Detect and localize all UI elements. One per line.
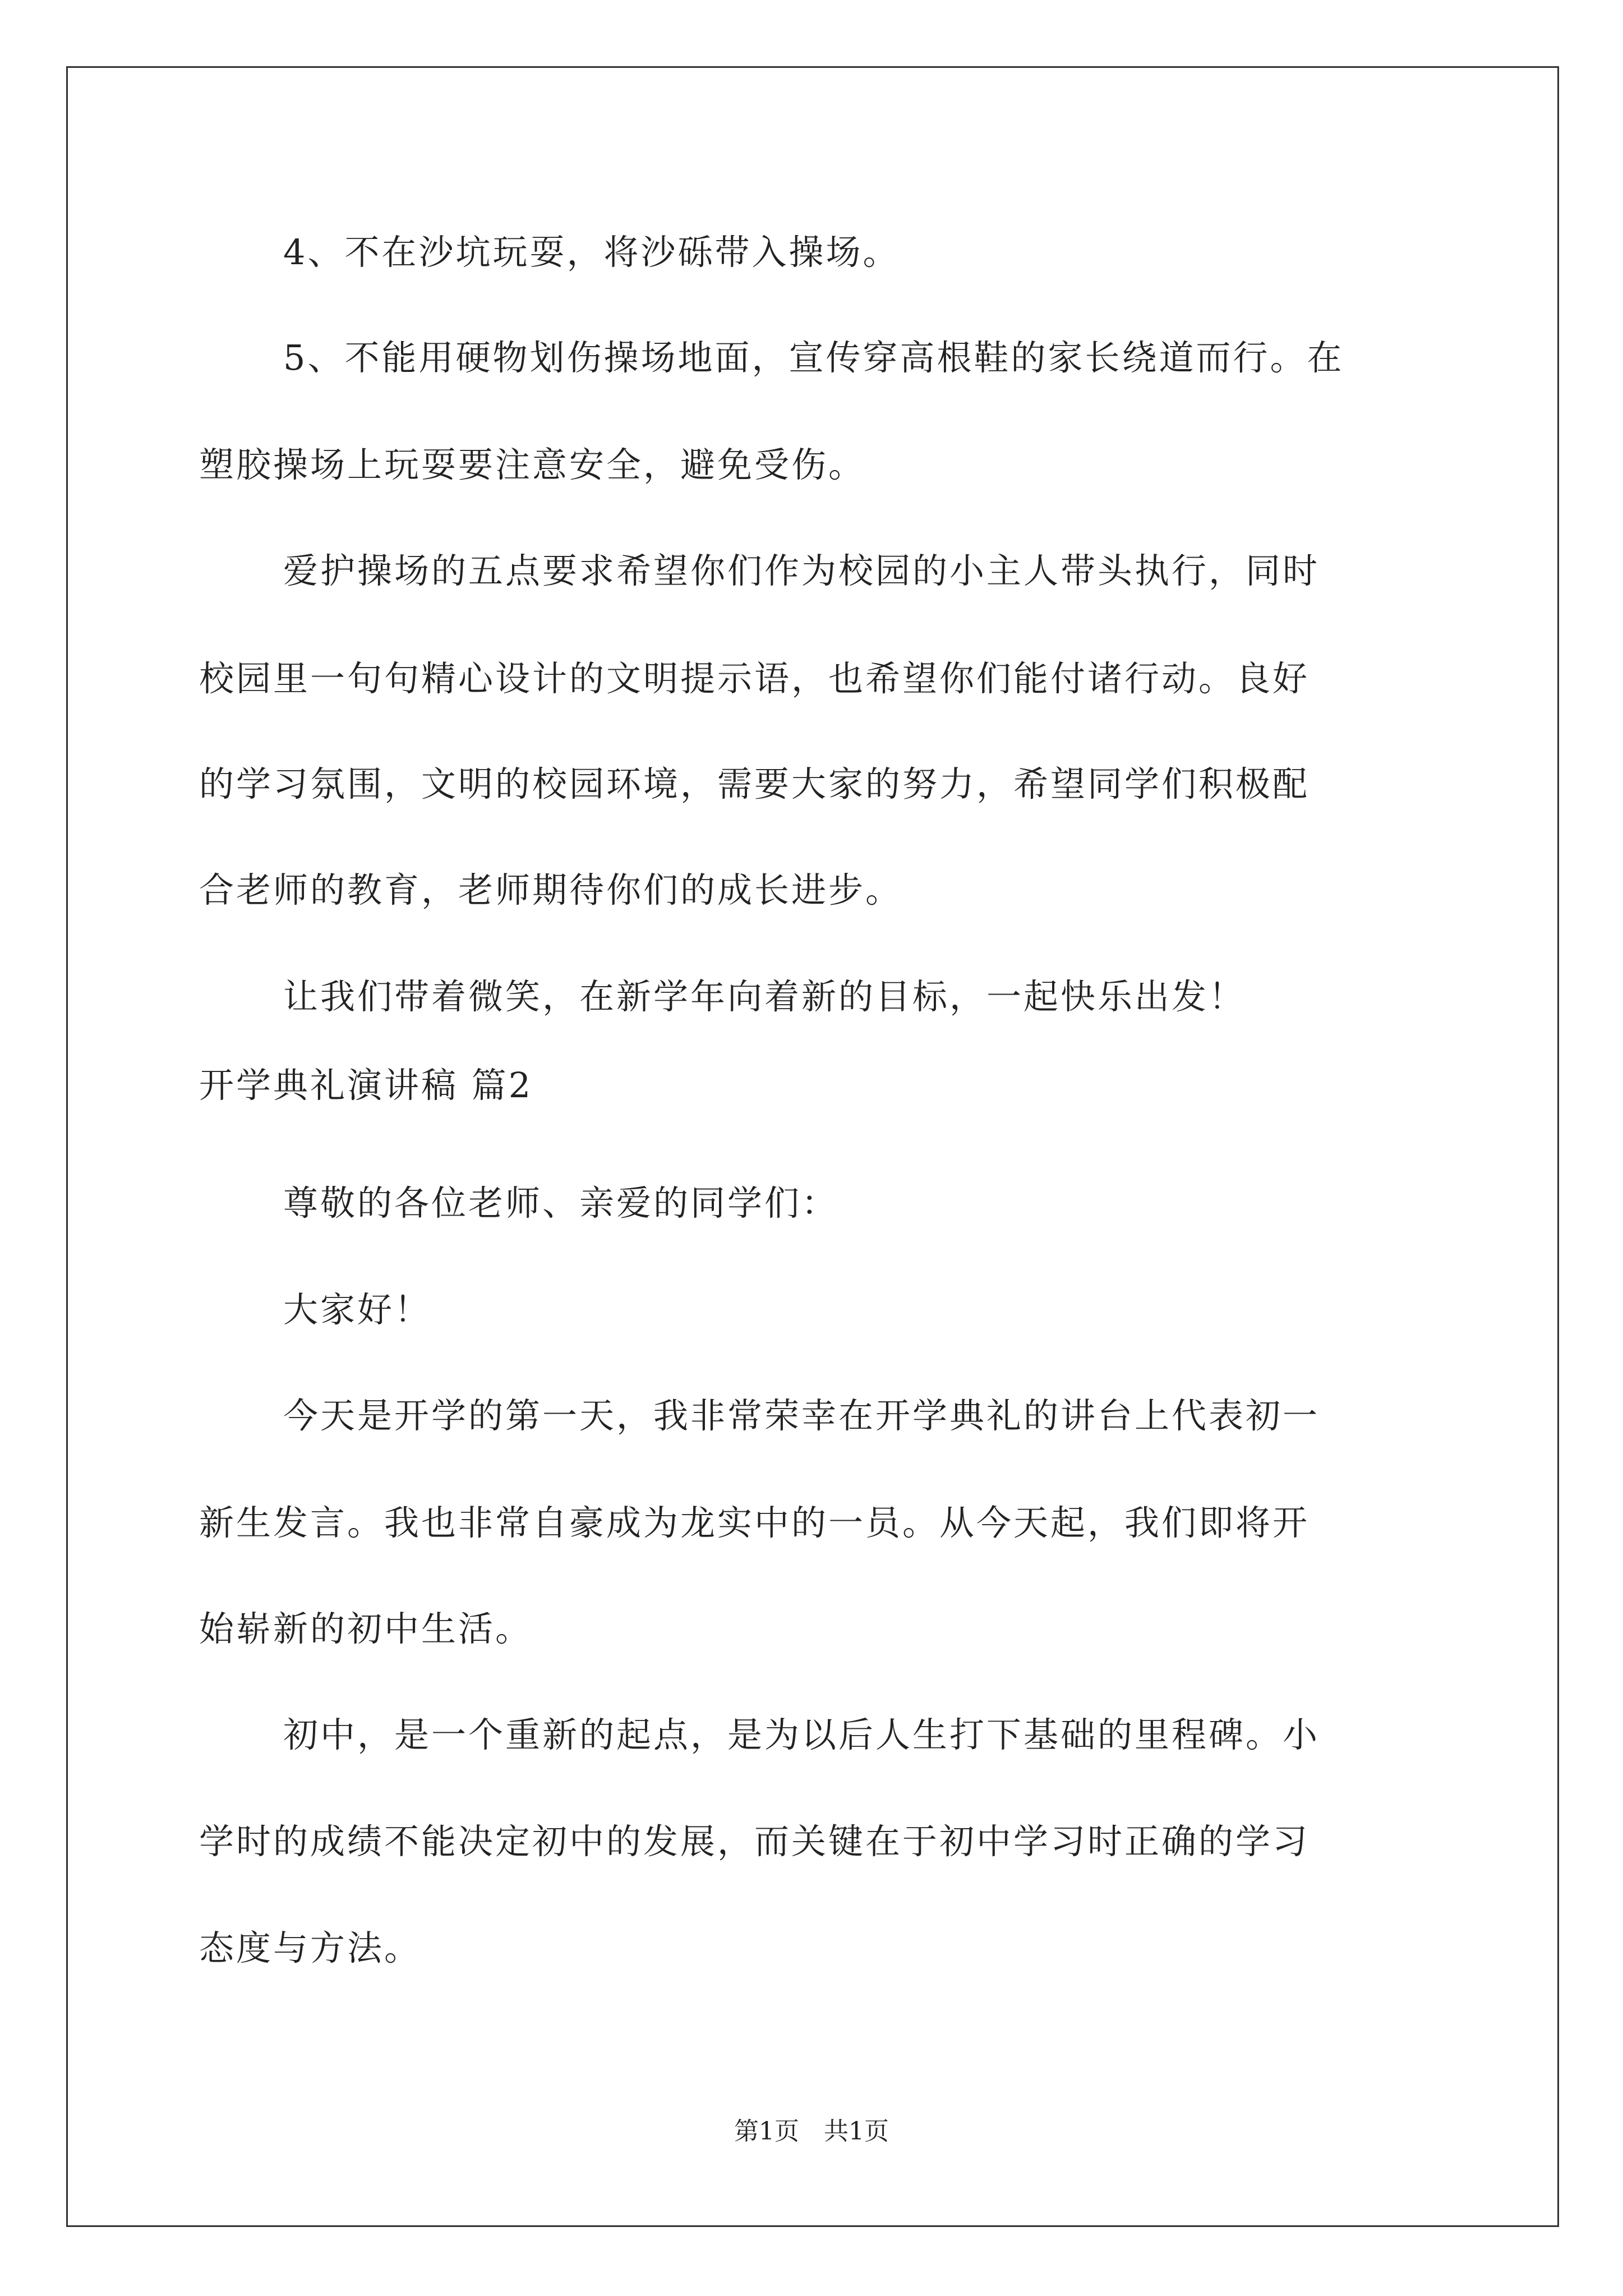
text-line: 态度与方法。	[199, 1927, 422, 1968]
text-line: 爱护操场的五点要求希望你们作为校园的小主人带头执行，同时	[283, 550, 1320, 591]
page-border	[66, 66, 1559, 2227]
text-line: 学时的成绩不能决定初中的发展，而关键在于初中学习时正确的学习	[199, 1821, 1310, 1862]
text-line: 4、不在沙坑玩耍，将沙砾带入操场。	[283, 232, 900, 273]
text-line: 的学习氛围，文明的校园环境，需要大家的努力，希望同学们积极配	[199, 763, 1310, 804]
text-line: 塑胶操场上玩耍要注意安全，避免受伤。	[199, 444, 866, 485]
text-line: 校园里一句句精心设计的文明提示语，也希望你们能付诸行动。良好	[199, 658, 1310, 699]
section-heading: 开学典礼演讲稿 篇2	[199, 1065, 533, 1106]
text-line: 初中，是一个重新的起点，是为以后人生打下基础的里程碑。小	[283, 1714, 1320, 1755]
text-line: 合老师的教育，老师期待你们的成长进步。	[199, 869, 903, 910]
text-line: 新生发言。我也非常自豪成为龙实中的一员。从今天起，我们即将开	[199, 1502, 1310, 1543]
salutation: 尊敬的各位老师、亲爱的同学们：	[283, 1182, 839, 1223]
text-line: 5、不能用硬物划伤操场地面，宣传穿高根鞋的家长绕道而行。在	[283, 337, 1344, 378]
text-line: 今天是开学的第一天，我非常荣幸在开学典礼的讲台上代表初一	[283, 1395, 1320, 1436]
text-line: 让我们带着微笑，在新学年向着新的目标，一起快乐出发！	[283, 976, 1246, 1017]
text-line: 始崭新的初中生活。	[199, 1608, 533, 1649]
page-number-footer: 第1页 共1页	[734, 2117, 889, 2146]
greeting: 大家好！	[283, 1289, 432, 1330]
